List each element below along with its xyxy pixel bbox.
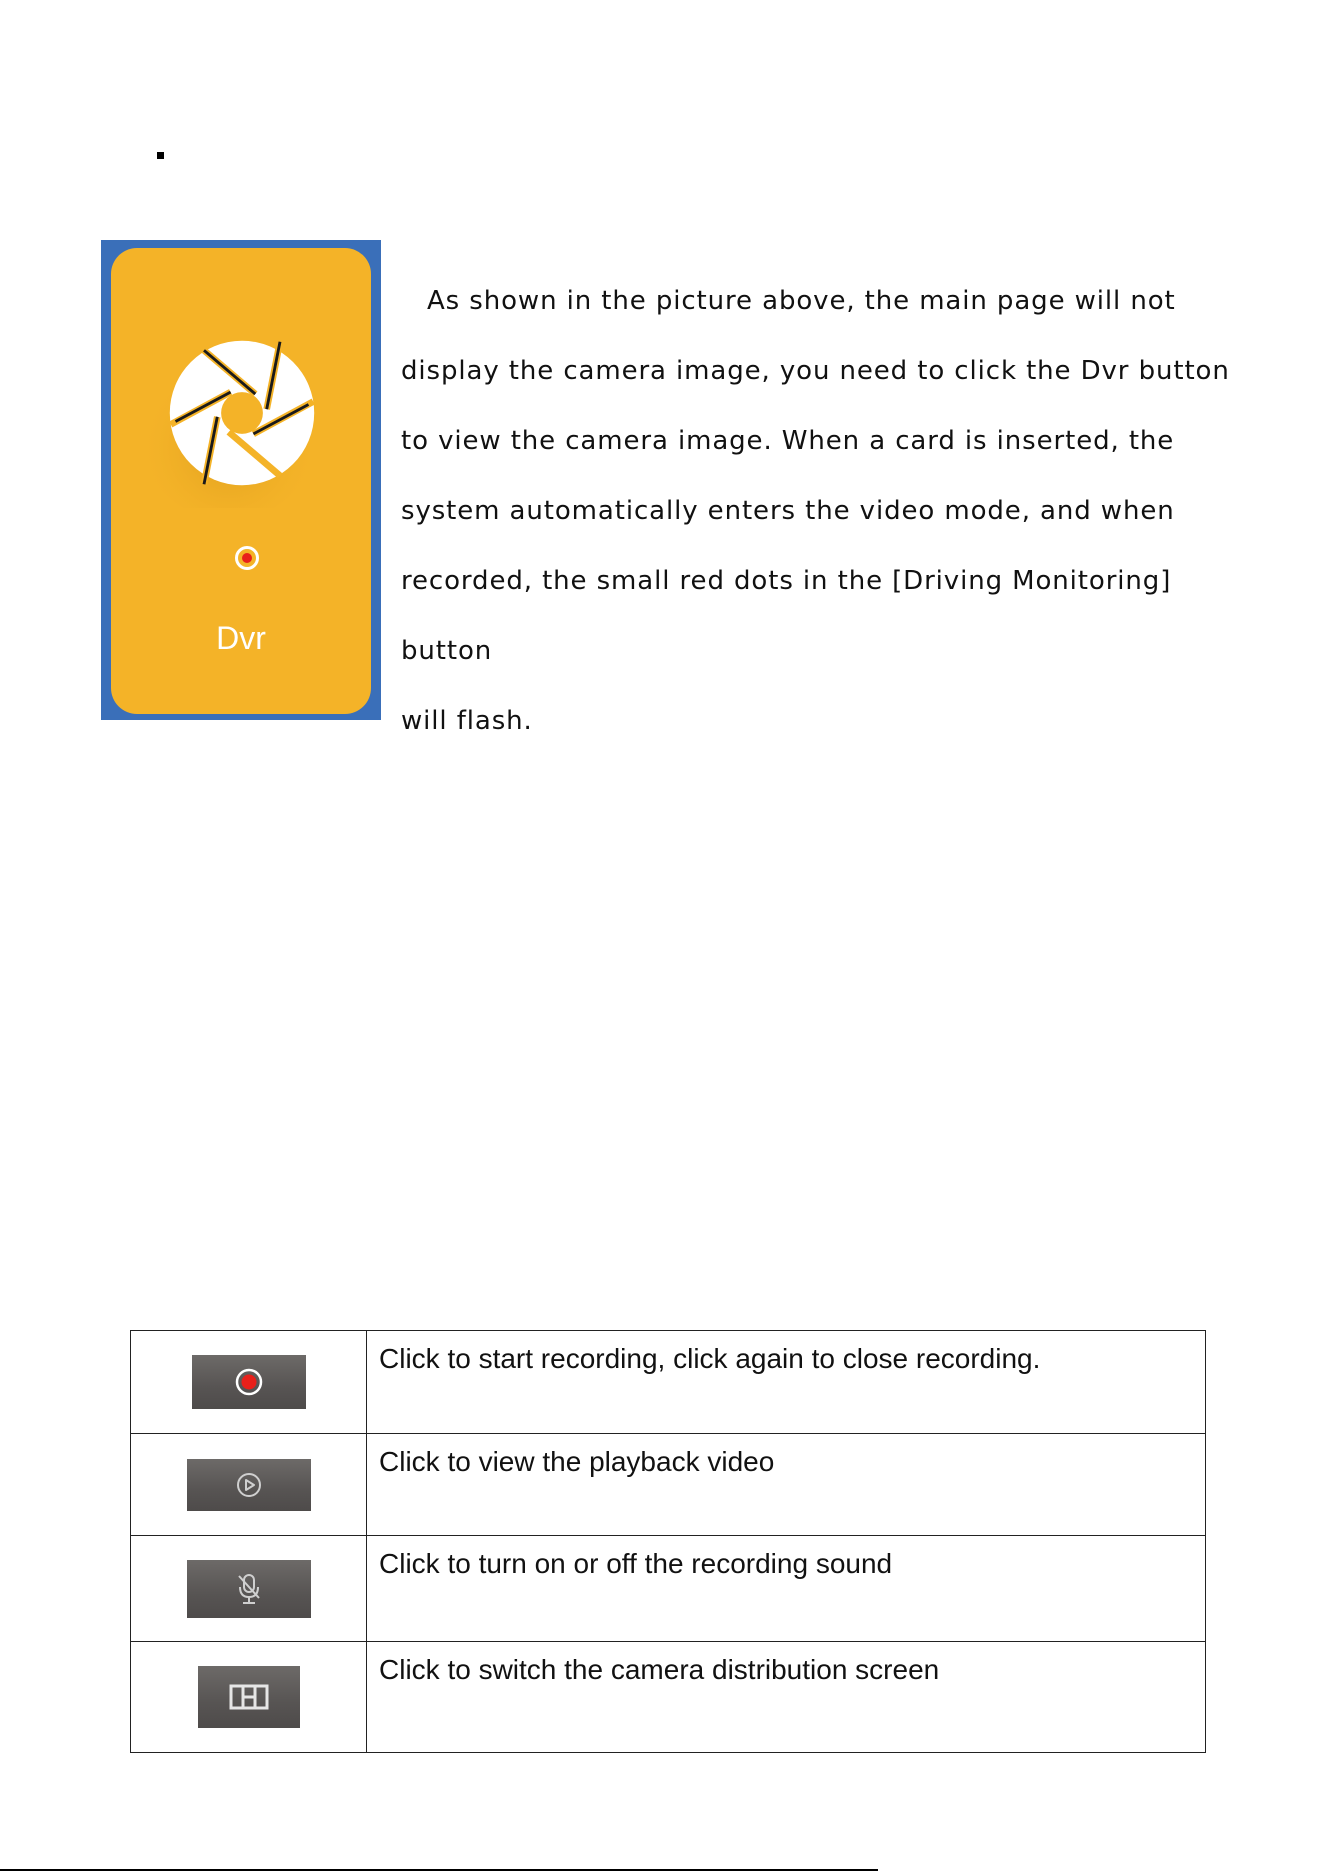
- recording-indicator-dot: [235, 546, 259, 570]
- description-line: display the camera image, you need to click the Dvr button: [401, 356, 1230, 386]
- legend-text: Click to view the playback video: [367, 1434, 1206, 1536]
- legend-text: Click to turn on or off the recording sound: [367, 1536, 1206, 1642]
- bullet-marker: [157, 152, 164, 159]
- dvr-button-image: [101, 240, 381, 720]
- table-row: [131, 1536, 1206, 1642]
- description-line: As shown in the picture above, the main page will not: [427, 286, 1176, 316]
- description-line: system automatically enters the video mode, and when: [401, 496, 1175, 526]
- footer-rule: [0, 1869, 878, 1871]
- icon-cell: [131, 1331, 367, 1434]
- description-line: recorded, the small red dots in the [Driving Monitoring] button: [401, 566, 1172, 666]
- legend-text: Click to start recording, click again to close recording.: [367, 1331, 1206, 1434]
- microphone-icon: [235, 1572, 263, 1606]
- table-row: [131, 1434, 1206, 1536]
- camera-layout-icon: [229, 1684, 269, 1710]
- table-row: [131, 1331, 1206, 1434]
- camera-layout-button-image: [198, 1666, 300, 1728]
- playback-icon: [235, 1471, 263, 1499]
- icon-cell: [131, 1642, 367, 1753]
- legend-text: Click to switch the camera distribution screen: [367, 1642, 1206, 1753]
- dvr-card: [111, 248, 371, 714]
- icon-cell: [131, 1434, 367, 1536]
- camera-shutter-icon: [147, 318, 337, 508]
- microphone-button-image: [187, 1560, 311, 1618]
- icon-cell: [131, 1536, 367, 1642]
- playback-button-image: [187, 1459, 311, 1511]
- record-button-image: [192, 1355, 306, 1409]
- record-icon: [234, 1367, 264, 1397]
- description-paragraph: [401, 266, 1241, 756]
- description-line: will flash.: [401, 706, 533, 736]
- description-line: to view the camera image. When a card is inserted, the: [401, 426, 1175, 456]
- dvr-label: Dvr: [216, 620, 266, 656]
- button-legend-table: [130, 1330, 1206, 1753]
- table-row: [131, 1642, 1206, 1753]
